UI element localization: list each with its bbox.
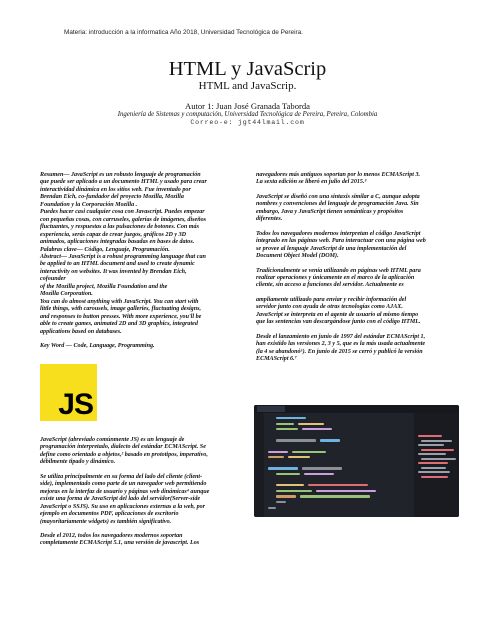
code-stroke xyxy=(276,423,294,425)
text-line: define como orientado a objetos,² basado en prototipos, imperativo, xyxy=(40,451,208,458)
text-line: be applied to an HTML document and used to create dynamic xyxy=(40,261,195,268)
code-stroke xyxy=(304,473,334,475)
text-line: interactividad dinámica en los sitios web. Fue inventado por xyxy=(40,186,191,193)
text-line: realizar operaciones y únicamente en el marco de la aplicación xyxy=(256,274,415,281)
text-line: que puede ser aplicado a un documento HTML y usado para crear xyxy=(40,179,207,186)
code-stroke xyxy=(276,439,316,441)
intro-column xyxy=(40,437,245,548)
text-line: applications based on databases. xyxy=(40,328,122,335)
text-line: ejemplo en documentos PDF, aplicaciones de escritorio xyxy=(40,511,179,518)
text-line: han existido las versiones 2, 3 y 5, que es la más usada actualmente xyxy=(256,341,426,348)
text-line: JavaScript se diseñó con una sintaxis similar a C, aunque adopta xyxy=(256,193,420,200)
paragraph xyxy=(256,172,459,187)
text-line: se provee al lenguaje JavaScript de una implementación del xyxy=(256,245,407,252)
text-line: (mayoritariamente widgets) es también significativo. xyxy=(40,518,172,525)
text-line: que las sentencias van descargándose junto con el código HTML. xyxy=(256,319,421,326)
text-line: side), implementado como parte de un navegador web permitiendo xyxy=(40,481,207,488)
code-stroke xyxy=(308,484,368,486)
text-line: interactivity on websites. It was invented by Brendan Eich, xyxy=(40,268,187,275)
text-line: of the Mozilla project, Mozilla Foundation and the xyxy=(40,283,168,290)
authors: Autor 1: Juan José Granada Taborda xyxy=(184,101,310,111)
side-panel-stroke xyxy=(421,449,454,451)
side-panel-stroke xyxy=(418,471,450,473)
paper-title: HTML y JavaScrip xyxy=(168,58,327,80)
javascript-logo-text: JS xyxy=(58,388,93,421)
text-line: nombres y convenciones del lenguaje de programación Java. Sin xyxy=(256,201,419,208)
paragraph xyxy=(256,334,459,364)
code-stroke xyxy=(292,451,326,453)
text-line: Desde el 2012, todos los navegadores modernos soportan xyxy=(40,532,183,539)
text-line: débilmente tipado y dinámico. xyxy=(40,459,116,466)
course-header-note: Materia: introducción a la informatica Año 2018, Universidad Tecnológica de Pereira. xyxy=(64,29,303,36)
code-editor-screenshot xyxy=(254,405,459,517)
text-line: Mozilla Corporation. xyxy=(40,291,93,298)
text-line: little things, with carousels, image galleries, fluctuating designs, xyxy=(40,306,201,313)
abstract-column xyxy=(40,172,245,350)
side-panel-stroke xyxy=(421,458,456,460)
text-line: ampliamente utilizado para enviar y recibir información del xyxy=(256,296,407,303)
text-line: completamente ECMAScript 5.1, una versión de javascript. Los xyxy=(40,540,200,547)
side-panel-stroke xyxy=(418,462,448,464)
code-stroke xyxy=(320,439,340,441)
code-stroke xyxy=(268,456,284,458)
text-line: and responses to button presses. With more experience, you'll be xyxy=(40,313,202,320)
text-line: JavaScript se interpreta en el agente de usuario al mismo tiempo xyxy=(256,311,419,318)
keywords: Key Word — Code, Language, Programming. xyxy=(40,342,155,349)
side-panel-stroke xyxy=(418,453,446,455)
paragraph xyxy=(256,297,459,327)
text-line: mejoras en la interfaz de usuario y páginas web dinámicas⁴ aunque xyxy=(40,488,210,495)
text-line: embargo, Java y JavaScript tienen semánticas y propósitos xyxy=(256,208,404,215)
code-stroke xyxy=(302,428,332,430)
side-panel-stroke xyxy=(421,440,452,442)
editor-side-panel xyxy=(414,413,459,517)
code-stroke xyxy=(268,467,298,469)
paragraph xyxy=(40,474,245,526)
code-stroke xyxy=(276,490,312,492)
code-stroke xyxy=(298,423,324,425)
code-stroke xyxy=(302,467,342,469)
paragraph xyxy=(256,194,459,224)
side-panel-stroke xyxy=(418,444,444,446)
text-line: Palabras clave— Código, Lenguaje, Programación. xyxy=(40,246,170,253)
text-line: experiencia, serás capaz de crear juegos, gráficos 2D y 3D xyxy=(40,231,187,238)
abstract-text xyxy=(40,172,245,336)
text-line: (la 4 se abandonó⁵). En junio de 2015 se cerró y publicó la versión xyxy=(256,348,423,355)
text-line: integrado en las páginas web. Para interactuar con una página web xyxy=(256,238,426,245)
title-block xyxy=(40,58,455,127)
paragraph xyxy=(256,231,459,261)
code-stroke xyxy=(276,495,296,497)
affiliation: Ingeniería de Sistemas y computación, Universidad Tecnológica de Pereira, Pereira, Colombia xyxy=(117,111,378,118)
text-line: able to create games, animated 2D and 3D graphics, integrated xyxy=(40,321,198,328)
author-email: Correo-e: jgt44lmail.com xyxy=(190,119,305,127)
paragraph xyxy=(256,268,459,290)
text-line: servidor junto con ayuda de otras tecnologías como AJAX. xyxy=(256,304,403,311)
text-line: con pequeñas cosas, con carruseles, galerías de imágenes, diseños xyxy=(40,216,207,223)
text-line: Abstract— JavaScript is a robust programming language that can xyxy=(40,253,206,260)
text-line: La sexta edición se liberó en julio del 2015.³ xyxy=(256,179,367,186)
code-stroke xyxy=(268,451,288,453)
javascript-logo xyxy=(40,364,97,421)
text-line: cofounder xyxy=(40,276,66,283)
code-stroke xyxy=(316,490,376,492)
code-stroke xyxy=(276,473,300,475)
right-column xyxy=(256,172,459,364)
text-line: diferentes. xyxy=(256,216,283,223)
text-line: cliente, sin acceso a funciones del servidor. Actualmente es xyxy=(256,282,404,289)
text-line: fluctuantes, y respuestas a las pulsaciones de botones. Con más xyxy=(40,224,199,231)
code-stroke xyxy=(276,428,298,430)
paper-subtitle: HTML and JavaScrip. xyxy=(198,80,297,92)
paragraph xyxy=(40,533,245,548)
editor-tab-bar xyxy=(254,405,459,413)
side-panel-stroke xyxy=(418,435,442,437)
code-stroke xyxy=(300,495,370,497)
text-line: JavaScript (abreviado comúnmente JS) es un lenguaje de xyxy=(40,437,185,443)
text-line: Document Object Model (DOM). xyxy=(256,253,339,260)
text-line: Tradicionalmente se venía utilizando en páginas web HTML para xyxy=(256,267,421,274)
text-line: You can do almost anything with JavaScript. You can start with xyxy=(40,298,199,305)
text-line: animados, aplicaciones integradas basadas en bases de datos. xyxy=(40,239,195,246)
text-line: ECMAScript 6.⁷ xyxy=(256,356,297,363)
text-line: Brendan Eich, co-fundador del proyecto Mozilla, Mozilla xyxy=(40,194,184,201)
text-line: programación interpretado, dialecto del estándar ECMAScript. Se xyxy=(40,444,206,451)
code-stroke xyxy=(276,417,306,419)
paragraph xyxy=(40,437,245,467)
text-line: Foundation y la Corporación Mozilla . xyxy=(40,201,138,208)
text-line: Resumen— JavaScript es un robusto lenguaje de programación xyxy=(40,172,201,178)
text-line: Puedes hacer casi cualquier cosa con Javascript. Puedes empezar xyxy=(40,209,205,216)
text-line: Todos los navegadores modernos interpretan el código JavaScript xyxy=(256,230,421,237)
text-line: JavaScript o SSJS). Su uso en aplicaciones externas a la web, por xyxy=(40,503,206,510)
text-line: navegadores más antiguos soportan por lo menos ECMAScript 3. xyxy=(256,172,421,178)
text-line: Se utiliza principalmente en su forma del lado del cliente (client- xyxy=(40,473,203,480)
code-stroke xyxy=(276,501,286,503)
text-line: Desde el lanzamiento en junio de 1997 del estándar ECMAScript 1, xyxy=(256,333,426,340)
line-number-gutter xyxy=(254,413,264,517)
code-stroke xyxy=(288,456,310,458)
side-panel-stroke xyxy=(421,467,446,469)
text-line: existe una forma de JavaScript del lado del servidor(Server-side xyxy=(40,496,201,503)
code-stroke xyxy=(276,484,304,486)
editor-tab xyxy=(257,406,285,412)
code-stroke xyxy=(268,507,276,509)
side-panel-stroke xyxy=(421,476,448,478)
